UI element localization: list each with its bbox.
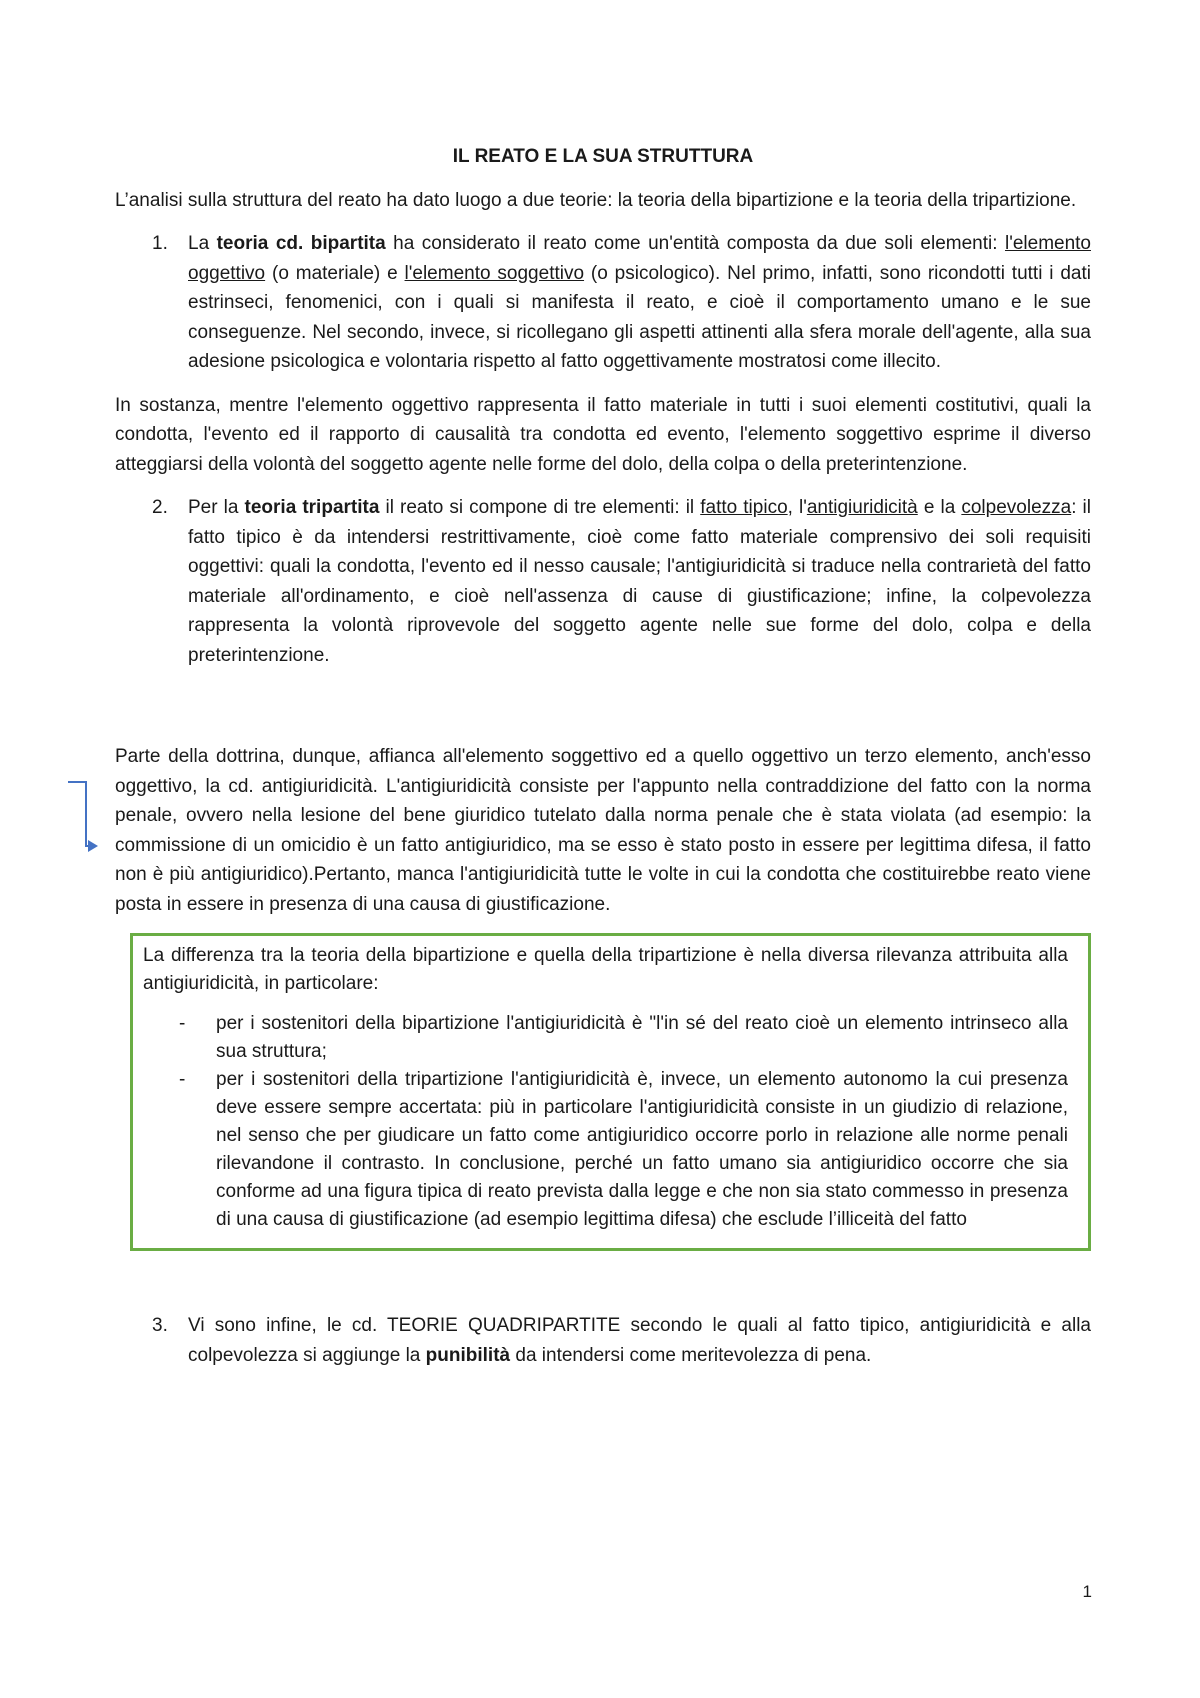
document-page: [115, 142, 1091, 1384]
list-number: 3.: [152, 1315, 168, 1336]
term-colpevolezza: colpevolezza: [961, 497, 1072, 518]
spacer: [115, 684, 1091, 742]
sostanza-paragraph: In sostanza, mentre l'elemento oggettivo rappresenta il fatto materiale in tutti i suoi elementi costitutivi, quali la condotta, l'evento ed il rapporto di causalità tra condotta ed evento, l'elemento soggettivo esprime il diverso atteggiarsi della volontà del soggetto agente nelle forme del dolo, della colpa o della preterintenzione.: [115, 394, 1091, 475]
document-title: IL REATO E LA SUA STRUTTURA: [452, 146, 754, 167]
term-fatto-tipico: fatto tipico: [700, 497, 788, 518]
highlight-box: [130, 933, 1091, 1251]
term-elemento-oggettivo: l'elemento oggettivo: [188, 233, 1091, 284]
term-bipartita: teoria cd. bipartita: [216, 233, 386, 254]
page-number: 1: [1082, 1582, 1092, 1601]
dash-marker: -: [179, 1013, 186, 1034]
term-tripartita: teoria tripartita: [244, 497, 380, 518]
term-punibilita: punibilità: [425, 1344, 511, 1366]
dottrina-paragraph: Parte della dottrina, dunque, affianca all'elemento soggettivo ed a quello oggettivo un terzo elemento, anch'esso oggettivo, la cd. antigiuridicità. L'antigiuridicità consiste per l'appunto nella contraddizione del fatto con la norma penale, ovvero nella lesione del bene giuridico tutelato dalla norma penale che è stata violata (ad esempio: la commissione di un omicidio è un fatto antigiuridico, ma se esso è stato posto in essere per legittima difesa, il fatto non è più antigiuridico).Pertanto, manca l'antigiuridicità tutte le volte in cui la condotta che costituirebbe reato viene posta in essere in presenza di una causa di giustificazione.: [115, 746, 1091, 915]
box-intro: La differenza tra la teoria della bipartizione e quella della tripartizione è nella diversa rilevanza attribuita alla antigiuridicità, in particolare:: [143, 945, 1068, 994]
dash-marker: -: [179, 1069, 186, 1090]
box-bullet-tripartizione: - per i sostenitori della tripartizione l'antigiuridicità è, invece, un elemento autonomo la cui presenza deve essere sempre accertata: più in particolare l'antigiuridicità consiste in un giudizio di relazione, nel senso che per giudicare un fatto come antigiuridico occorre porlo in relazione alle norme penali rilevandone il contrasto. In conclusione, perché un fatto umano sia antigiuridico occorre che sia conforme ad una figura tipica di reato prevista dalla legge e che non sia stato commesso in presenza di una causa di giustificazione (ad esempio legittima difesa) che esclude l’illiceità del fatto: [143, 1066, 1068, 1234]
list-item-quadripartite: 3. Vi sono infine, le cd. TEORIE QUADRIPARTITE secondo le quali al fatto tipico, antigiuridicità e alla colpevolezza si aggiunge la punibilità da intendersi come meritevolezza di pena.: [115, 1311, 1091, 1370]
term-antigiuridicita: antigiuridicità: [806, 497, 918, 518]
list-item-bipartita: 1. La teoria cd. bipartita ha considerato il reato come un'entità composta da due soli elementi: l'elemento oggettivo (o materiale) e l'elemento soggettivo (o psicologico). Nel primo, infatti, sono ricondotti tutti i dati estrinseci, fenomenici, con i quali si manifesta il reato, e cioè il comportamento umano e le sue conseguenze. Nel secondo, invece, si ricollegano gli aspetti attinenti alla sfera morale dell'agente, alla sua adesione psicologica e volontaria rispetto al fatto oggettivamente mostratosi come illecito.: [115, 229, 1091, 377]
list-number: 2.: [152, 497, 168, 518]
intro-paragraph: L’analisi sulla struttura del reato ha dato luogo a due teorie: la teoria della bipartizione e la teoria della tripartizione.: [115, 189, 1077, 211]
connector-arrow-icon: [64, 780, 98, 862]
box-bullet-bipartizione: - per i sostenitori della bipartizione l'antigiuridicità è "l'in sé del reato cioè un elemento intrinseco alla sua struttura;: [143, 1010, 1068, 1066]
list-item-tripartita: 2. Per la teoria tripartita il reato si compone di tre elementi: il fatto tipico, l'antigiuridicità e la colpevolezza: il fatto tipico è da intendersi restrittivamente, cioè come fatto materiale comprensivo dei soli requisiti oggettivi: quali la condotta, l'evento ed il nesso causale; l'antigiuridicità si traduce nella contrarietà del fatto materiale all'ordinamento, e cioè nell'assenza di cause di giustificazione; infine, la colpevolezza rappresenta la volontà riprovevole del soggetto agente nelle sue forme del dolo, colpa e della preterintenzione.: [115, 493, 1091, 670]
list-number: 1.: [152, 233, 168, 254]
term-elemento-soggettivo: l'elemento soggettivo: [404, 262, 585, 284]
